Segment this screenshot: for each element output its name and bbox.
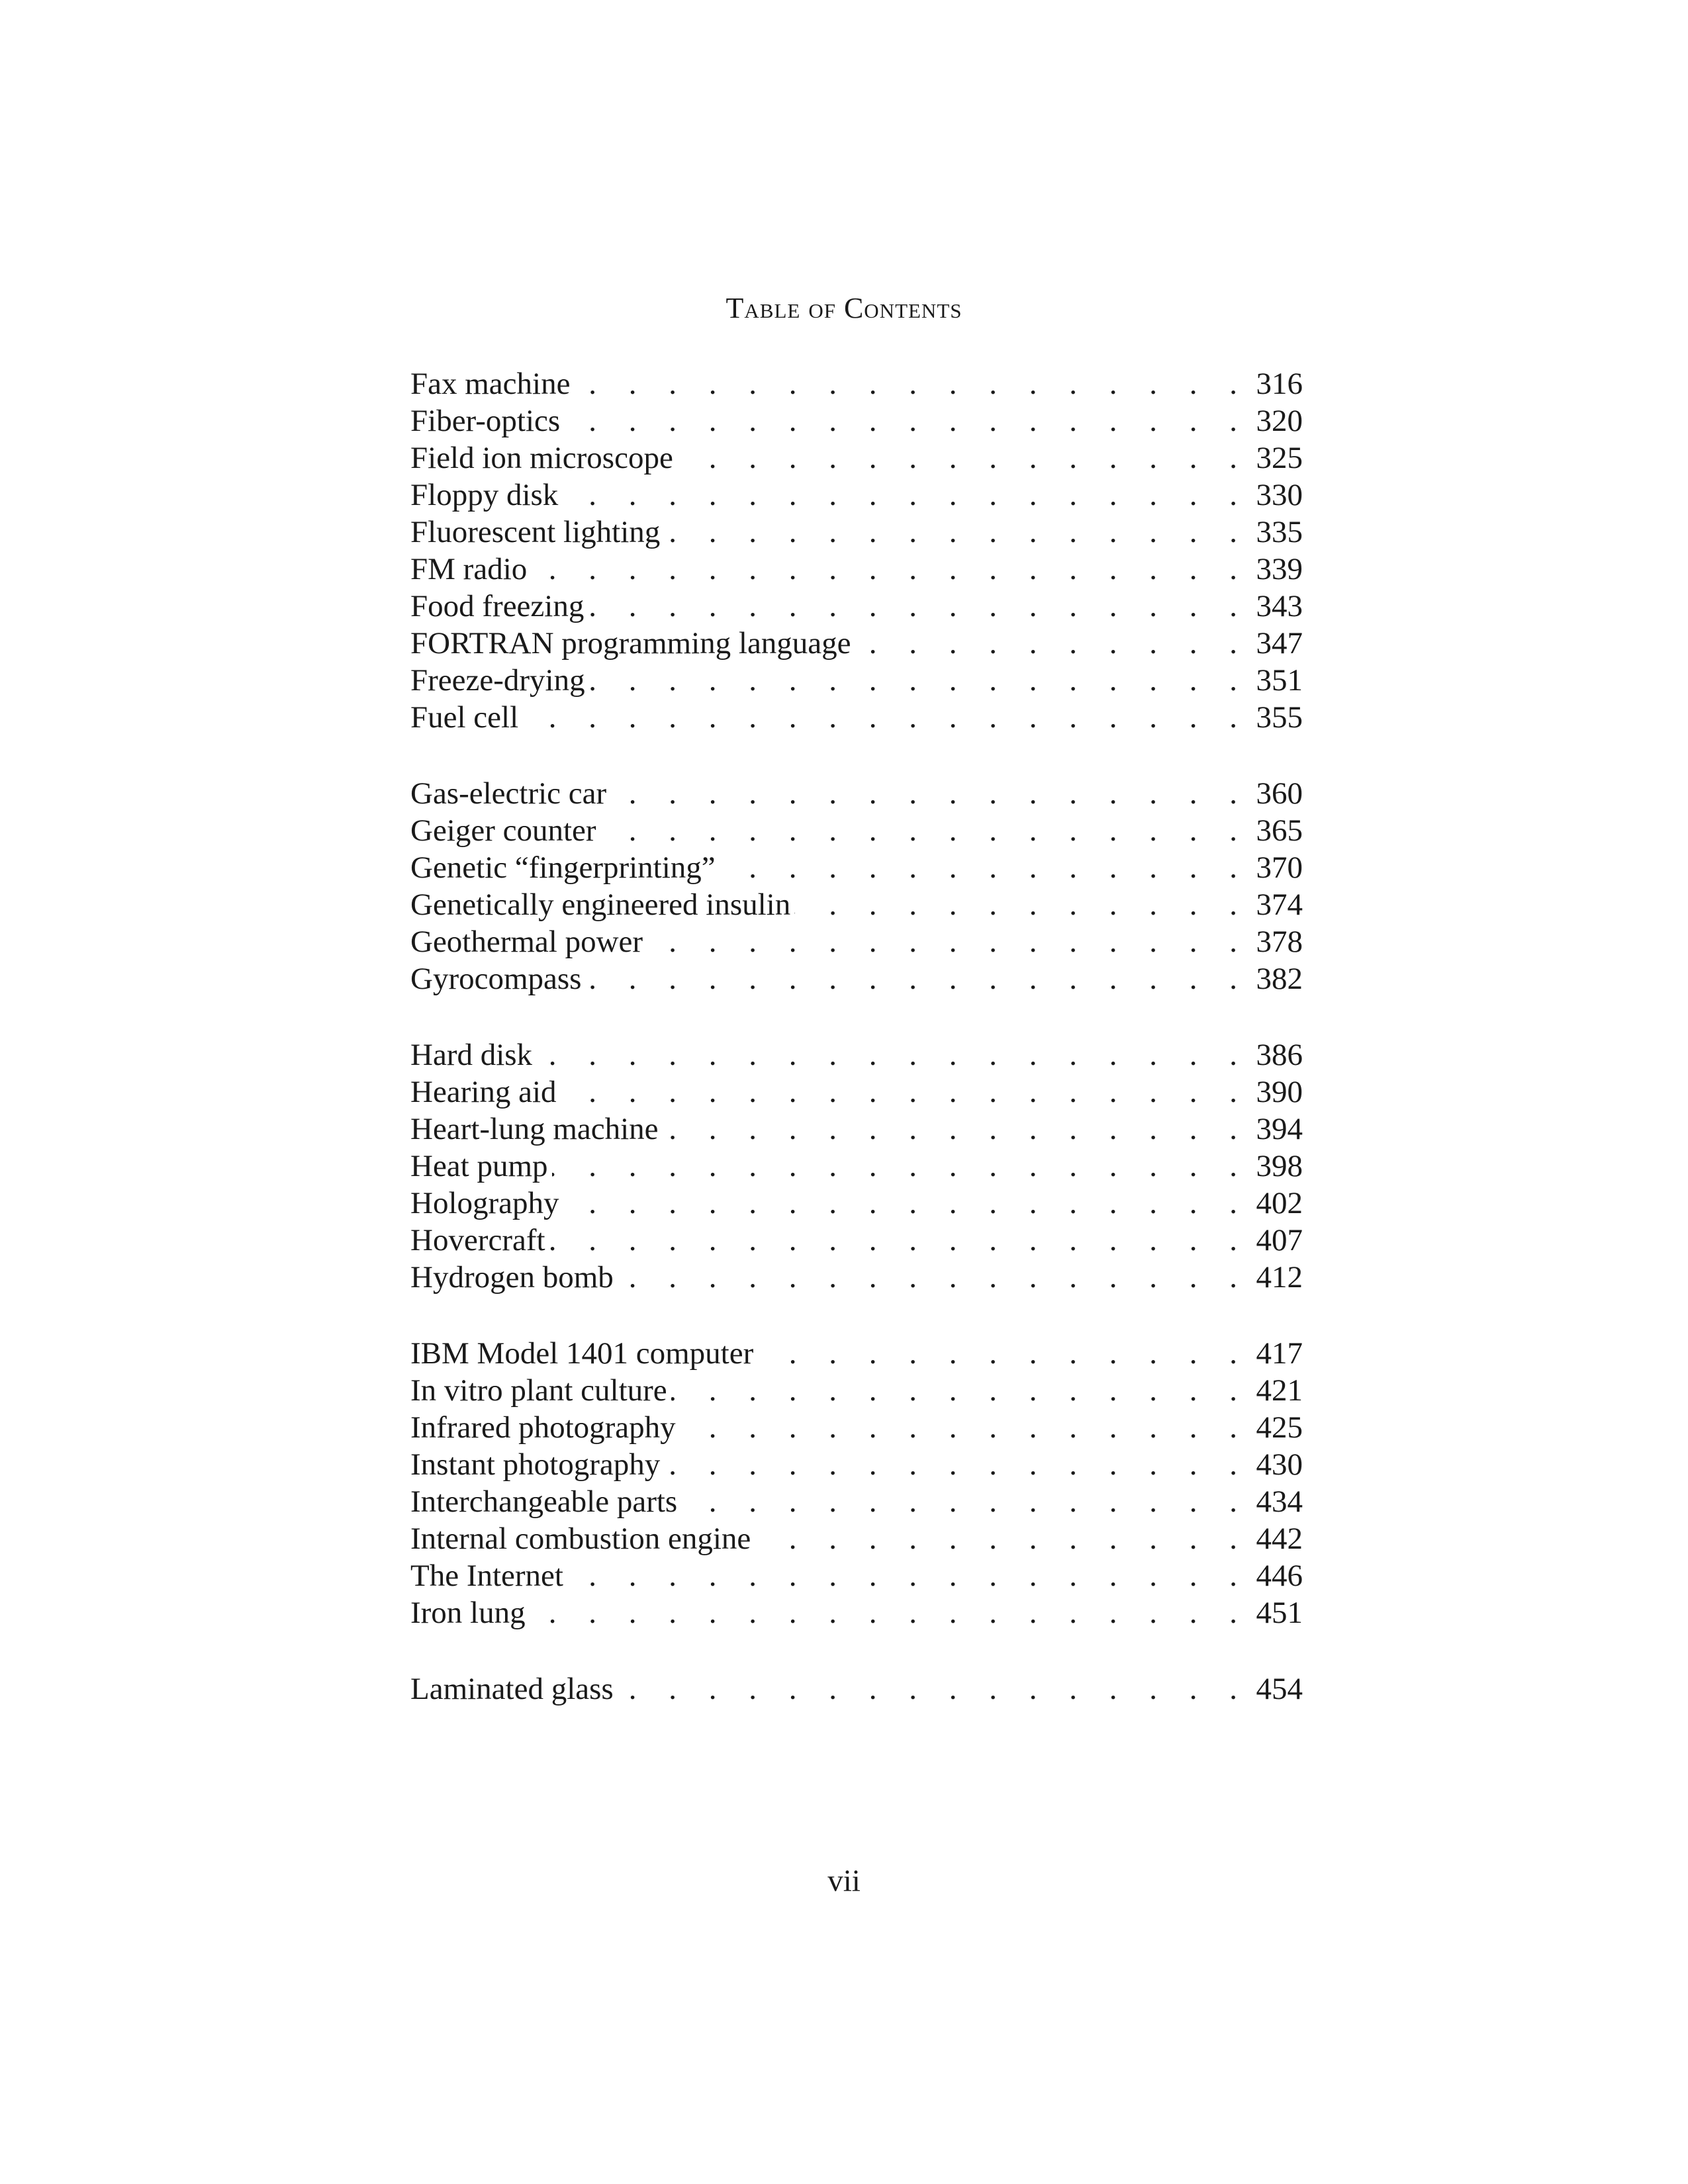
toc-entry-page: 330 — [1256, 478, 1303, 512]
toc-dot-leader — [530, 1594, 1250, 1631]
toc-entry — [410, 402, 1303, 439]
toc-dot-leader — [757, 1335, 1249, 1372]
toc-dot-leader — [564, 402, 1249, 439]
toc-entry-page: 407 — [1256, 1223, 1303, 1257]
toc-dot-leader — [561, 1073, 1250, 1111]
toc-entry-page: 351 — [1256, 663, 1303, 698]
toc-entry-title: Genetic “fingerprinting” — [410, 850, 716, 885]
toc-entry-title: Field ion microscope — [410, 441, 673, 475]
toc-entry — [410, 1222, 1303, 1259]
toc-entry-title: Laminated glass — [410, 1672, 614, 1706]
toc-entry-title: In vitro plant culture — [410, 1373, 667, 1408]
toc-entry-title: Geothermal power — [410, 925, 643, 959]
toc-dot-leader — [720, 849, 1250, 886]
table-of-contents — [410, 365, 1303, 1747]
toc-dot-leader — [794, 886, 1249, 923]
toc-entry — [410, 1409, 1303, 1446]
toc-entry — [410, 588, 1303, 625]
toc-entry-page: 442 — [1256, 1522, 1303, 1556]
toc-entry-page: 320 — [1256, 404, 1303, 438]
toc-entry-page: 325 — [1256, 441, 1303, 475]
page-header: Table of Contents — [726, 292, 962, 324]
toc-group — [410, 1335, 1303, 1631]
toc-entry — [410, 923, 1303, 960]
toc-entry-page: 382 — [1256, 962, 1303, 996]
toc-entry-title: Iron lung — [410, 1596, 526, 1630]
toc-entry-title: Holography — [410, 1186, 559, 1220]
toc-entry-title: Hovercraft — [410, 1223, 545, 1257]
toc-entry-page: 374 — [1256, 887, 1303, 922]
toc-entry — [410, 812, 1303, 849]
toc-dot-leader — [585, 960, 1249, 997]
toc-entry-page: 335 — [1256, 515, 1303, 549]
toc-group — [410, 775, 1303, 997]
toc-entry — [410, 960, 1303, 997]
toc-entry — [410, 439, 1303, 477]
toc-entry-page: 355 — [1256, 700, 1303, 735]
toc-dot-leader — [600, 812, 1250, 849]
toc-entry-title: Infrared photography — [410, 1410, 676, 1445]
toc-entry-title: Fax machine — [410, 367, 571, 401]
page-number: vii — [827, 1864, 861, 1898]
toc-entry — [410, 1335, 1303, 1372]
toc-dot-leader — [681, 1483, 1249, 1520]
toc-entry — [410, 662, 1303, 699]
toc-dot-leader — [552, 1148, 1250, 1185]
toc-dot-leader — [522, 699, 1249, 736]
toc-entry — [410, 699, 1303, 736]
toc-dot-leader — [671, 1372, 1250, 1409]
toc-group — [410, 1036, 1303, 1296]
toc-entry — [410, 1073, 1303, 1111]
toc-dot-leader — [567, 1557, 1250, 1594]
toc-group — [410, 1670, 1303, 1707]
toc-entry-title: The Internet — [410, 1559, 563, 1593]
toc-entry-page: 430 — [1256, 1447, 1303, 1482]
toc-entry — [410, 365, 1303, 402]
toc-entry — [410, 625, 1303, 662]
toc-dot-leader — [562, 477, 1249, 514]
toc-entry-page: 425 — [1256, 1410, 1303, 1445]
toc-entry-title: Gas-electric car — [410, 776, 607, 811]
toc-entry-title: Instant photography — [410, 1447, 661, 1482]
toc-entry-title: Fuel cell — [410, 700, 519, 735]
toc-entry — [410, 1036, 1303, 1073]
toc-entry-page: 339 — [1256, 552, 1303, 586]
toc-dot-leader — [618, 1259, 1250, 1296]
toc-entry — [410, 551, 1303, 588]
toc-dot-leader — [755, 1520, 1249, 1557]
toc-entry-title: IBM Model 1401 computer — [410, 1336, 754, 1371]
toc-entry — [410, 514, 1303, 551]
toc-entry-page: 421 — [1256, 1373, 1303, 1408]
toc-entry-title: Geiger counter — [410, 813, 596, 848]
toc-entry-title: Heat pump — [410, 1149, 548, 1183]
toc-entry-page: 316 — [1256, 367, 1303, 401]
toc-dot-leader — [677, 439, 1250, 477]
toc-entry-title: Genetically engineered insulin — [410, 887, 791, 922]
toc-entry-page: 451 — [1256, 1596, 1303, 1630]
toc-entry-page: 394 — [1256, 1112, 1303, 1146]
toc-dot-leader — [855, 625, 1250, 662]
toc-entry-page: 434 — [1256, 1484, 1303, 1519]
toc-entry-title: Gyrocompass — [410, 962, 582, 996]
toc-dot-leader — [574, 365, 1249, 402]
toc-entry-page: 386 — [1256, 1038, 1303, 1072]
toc-dot-leader — [536, 1036, 1249, 1073]
toc-entry-title: Freeze-drying — [410, 663, 585, 698]
toc-entry — [410, 886, 1303, 923]
toc-entry-title: Internal combustion engine — [410, 1522, 751, 1556]
toc-entry-title: Heart-lung machine — [410, 1112, 659, 1146]
toc-dot-leader — [664, 514, 1249, 551]
toc-dot-leader — [588, 588, 1249, 625]
toc-entry-page: 360 — [1256, 776, 1303, 811]
toc-entry-page: 446 — [1256, 1559, 1303, 1593]
toc-entry-page: 412 — [1256, 1260, 1303, 1295]
toc-entry-title: Fiber-optics — [410, 404, 561, 438]
toc-dot-leader — [618, 1670, 1250, 1707]
toc-entry-page: 343 — [1256, 589, 1303, 623]
toc-entry-title: FORTRAN programming language — [410, 626, 851, 660]
toc-dot-leader — [647, 923, 1249, 960]
toc-entry — [410, 775, 1303, 812]
toc-entry — [410, 1259, 1303, 1296]
toc-entry — [410, 1185, 1303, 1222]
toc-dot-leader — [663, 1111, 1250, 1148]
toc-dot-leader — [531, 551, 1249, 588]
toc-entry — [410, 1148, 1303, 1185]
toc-entry — [410, 1483, 1303, 1520]
toc-entry — [410, 1446, 1303, 1483]
toc-entry-page: 390 — [1256, 1075, 1303, 1109]
toc-dot-leader — [563, 1185, 1250, 1222]
toc-entry-page: 402 — [1256, 1186, 1303, 1220]
toc-entry — [410, 1670, 1303, 1707]
toc-entry — [410, 477, 1303, 514]
toc-entry-title: Hearing aid — [410, 1075, 557, 1109]
toc-entry-title: Hard disk — [410, 1038, 533, 1072]
toc-entry-page: 454 — [1256, 1672, 1303, 1706]
toc-entry-page: 370 — [1256, 850, 1303, 885]
toc-dot-leader — [680, 1409, 1250, 1446]
toc-entry — [410, 1557, 1303, 1594]
toc-dot-leader — [549, 1222, 1250, 1259]
toc-entry-page: 378 — [1256, 925, 1303, 959]
toc-entry-title: Interchangeable parts — [410, 1484, 678, 1519]
toc-entry-page: 365 — [1256, 813, 1303, 848]
toc-entry-title: Food freezing — [410, 589, 585, 623]
toc-entry-title: FM radio — [410, 552, 528, 586]
toc-entry — [410, 1594, 1303, 1631]
toc-entry — [410, 1520, 1303, 1557]
toc-group — [410, 365, 1303, 736]
toc-entry — [410, 1111, 1303, 1148]
toc-entry-page: 347 — [1256, 626, 1303, 660]
toc-entry-title: Hydrogen bomb — [410, 1260, 614, 1295]
toc-dot-leader — [610, 775, 1249, 812]
toc-dot-leader — [664, 1446, 1249, 1483]
toc-entry-page: 417 — [1256, 1336, 1303, 1371]
toc-entry-title: Floppy disk — [410, 478, 559, 512]
toc-entry — [410, 849, 1303, 886]
toc-entry-page: 398 — [1256, 1149, 1303, 1183]
toc-dot-leader — [589, 662, 1250, 699]
toc-entry — [410, 1372, 1303, 1409]
toc-entry-title: Fluorescent lighting — [410, 515, 661, 549]
